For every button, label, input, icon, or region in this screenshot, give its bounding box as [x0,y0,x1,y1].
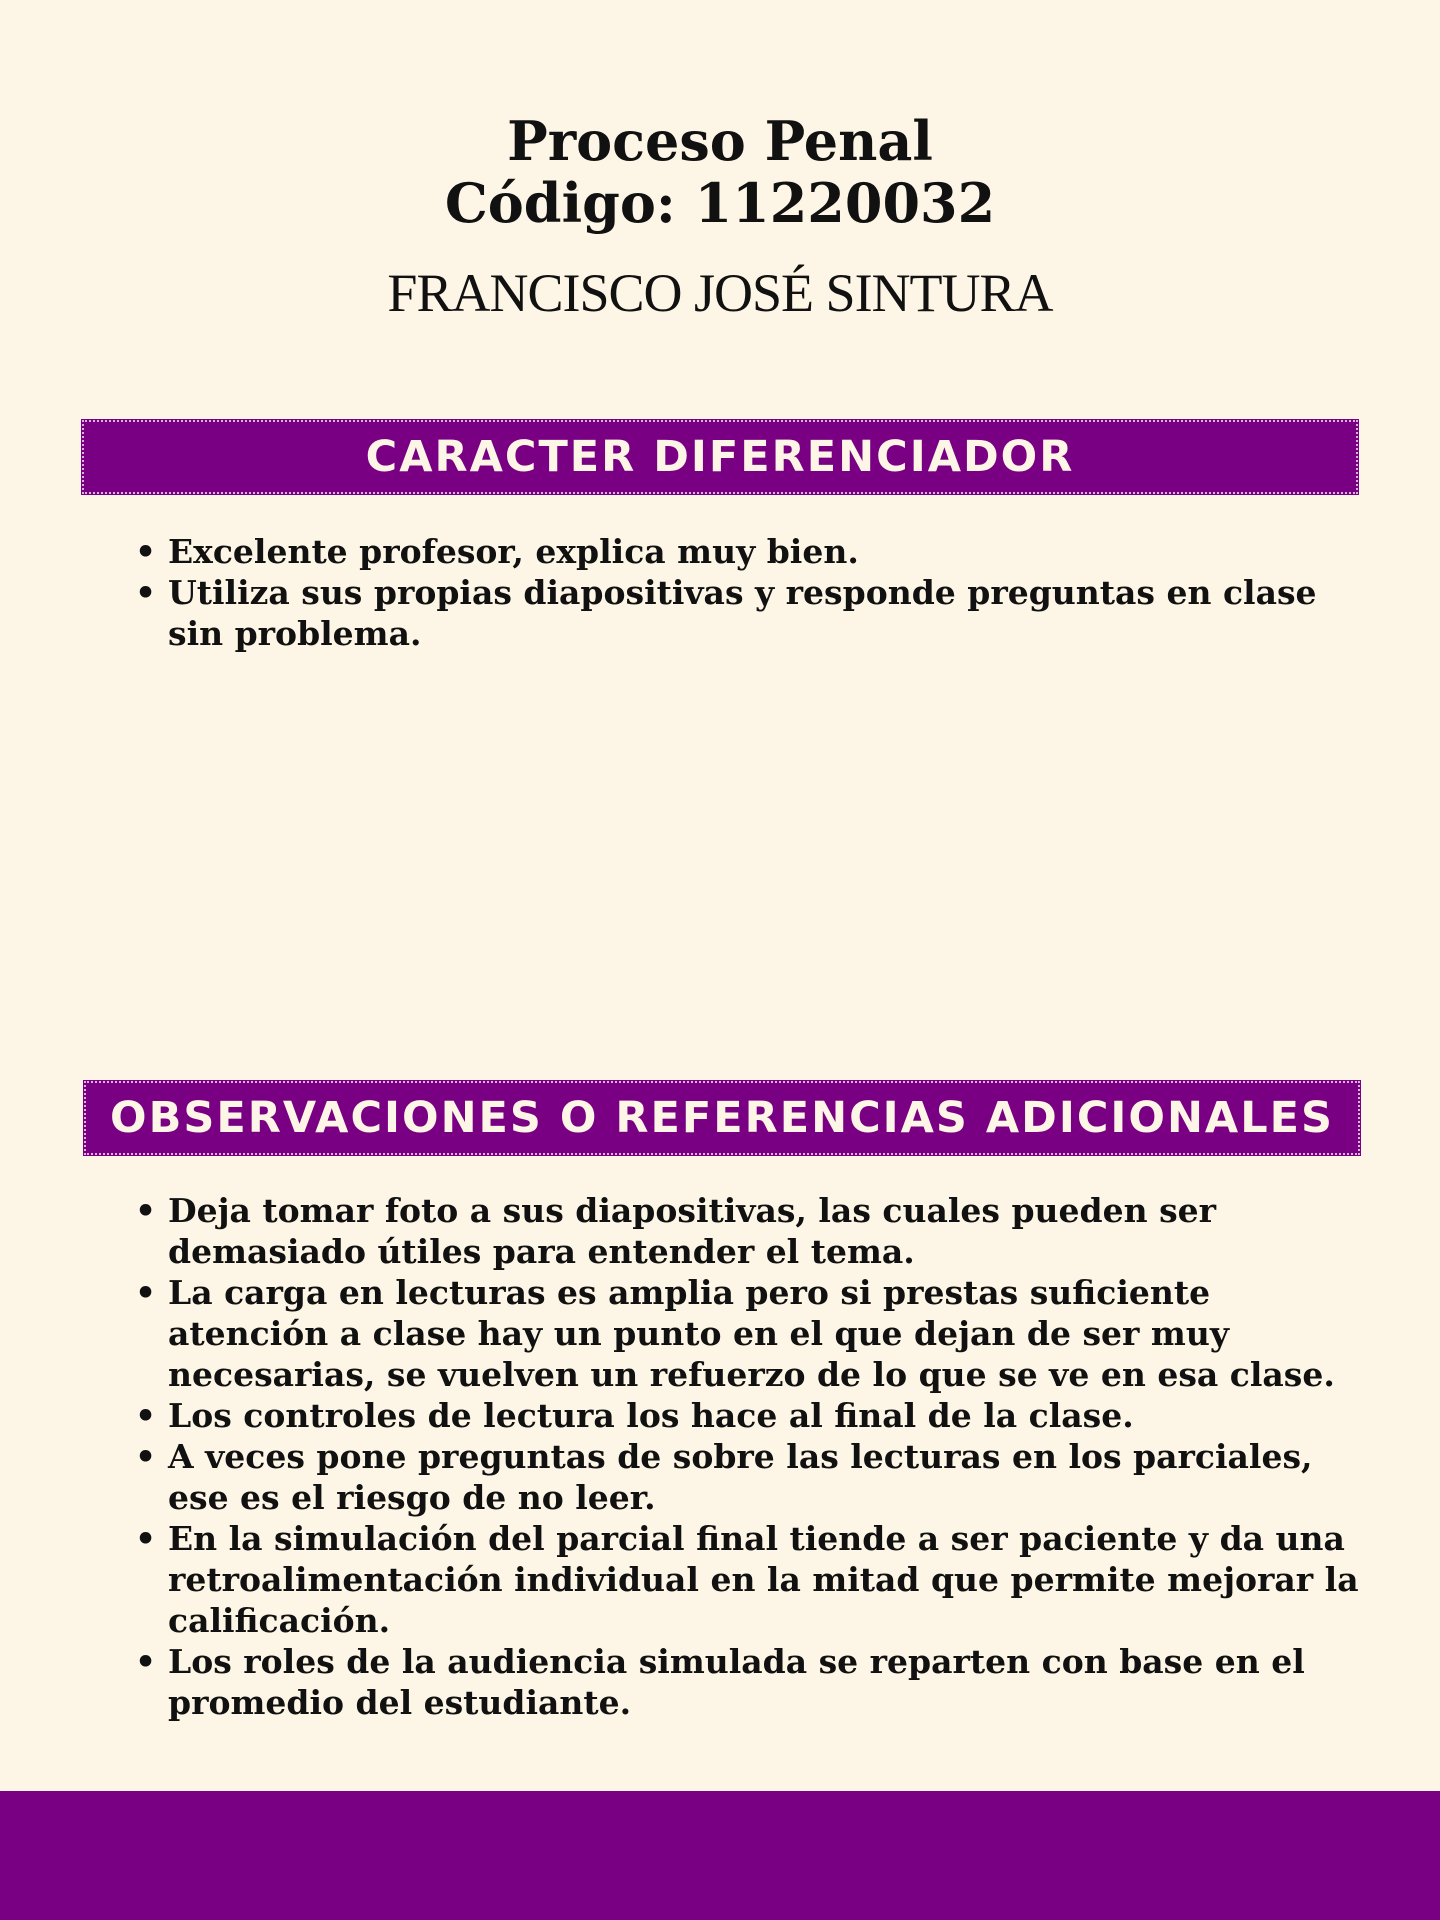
section-heading-observaciones: OBSERVACIONES O REFERENCIAS ADICIONALES [83,1080,1361,1156]
professor-name: FRANCISCO JOSÉ SINTURA [387,263,1053,323]
list-item: • Deja tomar foto a sus diapositivas, las cuales pueden ser demasiado útiles para entender el tema. [135,1190,1365,1272]
list-item: • Utiliza sus propias diapositivas y responde preguntas en clase sin problema. [135,572,1365,654]
list-item: • La carga en lecturas es amplia pero si prestas suficiente atención a clase hay un punto en el que dejan de ser muy necesarias, se vuelven un refuerzo de lo que se ve en esa clase. [135,1272,1365,1395]
list-item: • A veces pone preguntas de sobre las lecturas en los parciales, ese es el riesgo de no leer. [135,1436,1365,1518]
list-item: • Excelente profesor, explica muy bien. [135,531,1365,572]
page-header [0,110,1440,324]
list-item: • Los roles de la audiencia simulada se reparten con base en el promedio del estudiante. [135,1641,1365,1723]
course-title: Proceso Penal [507,109,933,173]
footer-bar [0,1791,1440,1920]
observaciones-list [135,1190,1365,1723]
section-heading-caracter: CARACTER DIFERENCIADOR [81,419,1359,495]
list-item: • Los controles de lectura los hace al final de la clase. [135,1395,1365,1436]
list-item: • En la simulación del parcial final tiende a ser paciente y da una retroalimentación individual en la mitad que permite mejorar la calificación. [135,1518,1365,1641]
course-code: Código: 11220032 [444,171,996,235]
caracter-list [135,531,1365,654]
